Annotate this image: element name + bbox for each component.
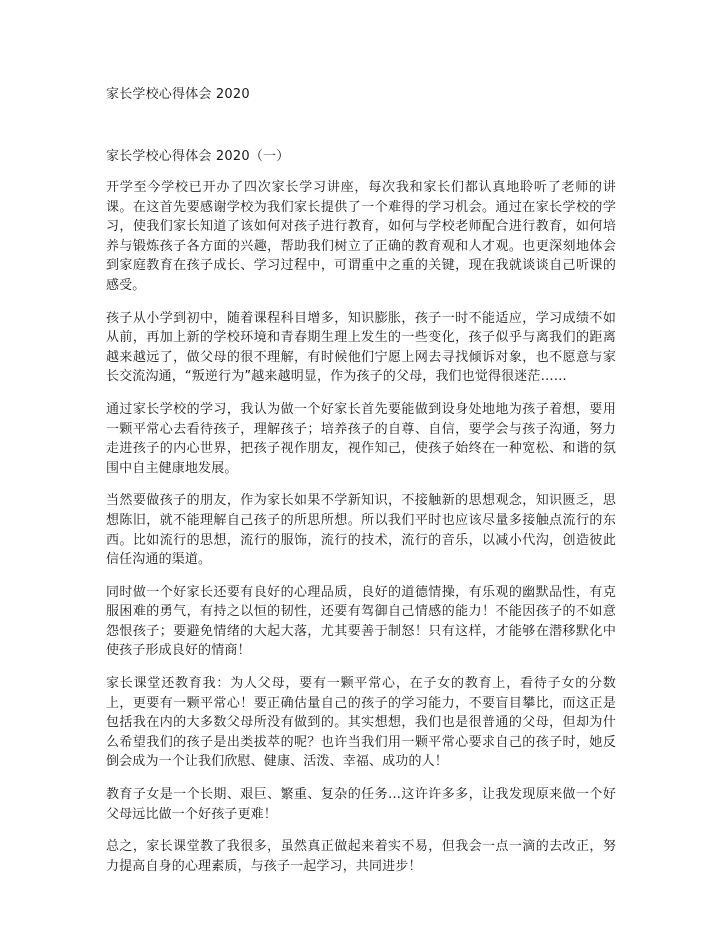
document-title: 家长学校心得体会 2020 bbox=[106, 87, 250, 102]
paragraph-5: 同时做一个好家长还要有良好的心理品质，良好的道德情操，有乐观的幽默品性，有克服困难的勇气，有持之以恒的韧性，还要有驾御自己情感的能力！不能因孩子的不如意怨恨孩子；要避免情绪的大起大落，尤其要善于制怒！只有这样，才能够在潜移默化中使孩子形成良好的情商！ bbox=[106, 584, 616, 659]
paragraph-7: 教育子女是一个长期、艰巨、繁重、复杂的任务…这许许多多，让我发现原来做一个好父母远比做一个好孩子更难！ bbox=[106, 787, 616, 822]
paragraph-3: 通过家长学校的学习，我认为做一个好家长首先要能做到设身处地地为孩子着想，要用一颗平常心去看待孩子，理解孩子；培养孩子的自尊、自信，要学会与孩子沟通，努力走进孩子的内心世界，把孩子视作朋友，视作知己，使孩子始终在一种宽松、和谐的氛围中自主健康地发展。 bbox=[106, 401, 616, 476]
paragraph-4: 当然要做孩子的朋友，作为家长如果不学新知识，不接触新的思想观念，知识匮乏，思想陈旧，就不能理解自己孩子的所思所想。所以我们平时也应该尽量多接触点流行的东西。比如流行的思想，流行的服饰，流行的技术，流行的音乐，以减小代沟，创造彼此信任沟通的渠道。 bbox=[106, 493, 616, 568]
paragraph-1: 开学至今学校已开办了四次家长学习讲座，每次我和家长们都认真地聆听了老师的讲课。在这首先要感谢学校为我们家长提供了一个难得的学习机会。通过在家长学校的学习，使我们家长知道了该如何对孩子进行教育，如何与学校老师配合进行教育，如何培养与锻炼孩子各方面的兴趣，帮助我们树立了正确的教育观和人才观。也更深刻地体会到家庭教育在孩子成长、学习过程中，可谓重中之重的关键，现在我就谈谈自己听课的感受。 bbox=[106, 180, 616, 293]
paragraph-2: 孩子从小学到初中，随着课程科目增多，知识膨胀，孩子一时不能适应，学习成绩不如从前，再加上新的学校环境和青春期生理上发生的一些变化，孩子似乎与离我们的距离越来越远了，做父母的很不理解，有时候他们宁愿上网去寻找倾诉对象，也不愿意与家长交流沟通，“叛逆行为”越来越明显，作为孩子的父母，我们也觉得很迷茫…… bbox=[106, 310, 616, 385]
paragraph-8: 总之，家长课堂教了我很多，虽然真正做起来着实不易，但我会一点一滴的去改正，努力提高自身的心理素质，与孩子一起学习，共同进步！ bbox=[106, 839, 616, 874]
document-body bbox=[106, 178, 616, 889]
paragraph-6: 家长课堂还教育我：为人父母，要有一颗平常心，在子女的教育上，看待子女的分数上，更要有一颗平常心！要正确估量自己的孩子的学习能力，不要盲目攀比，而这正是包括我在内的大多数父母所没有做到的。其实想想，我们也是很普通的父母，但却为什么希望我们的孩子是出类拔萃的呢？也许当我们用一颗平常心要求自己的孩子时，她反倒会成为一个让我们欣慰、健康、活泼、幸福、成功的人！ bbox=[106, 676, 616, 770]
section-title: 家长学校心得体会 2020（一） bbox=[106, 149, 290, 164]
